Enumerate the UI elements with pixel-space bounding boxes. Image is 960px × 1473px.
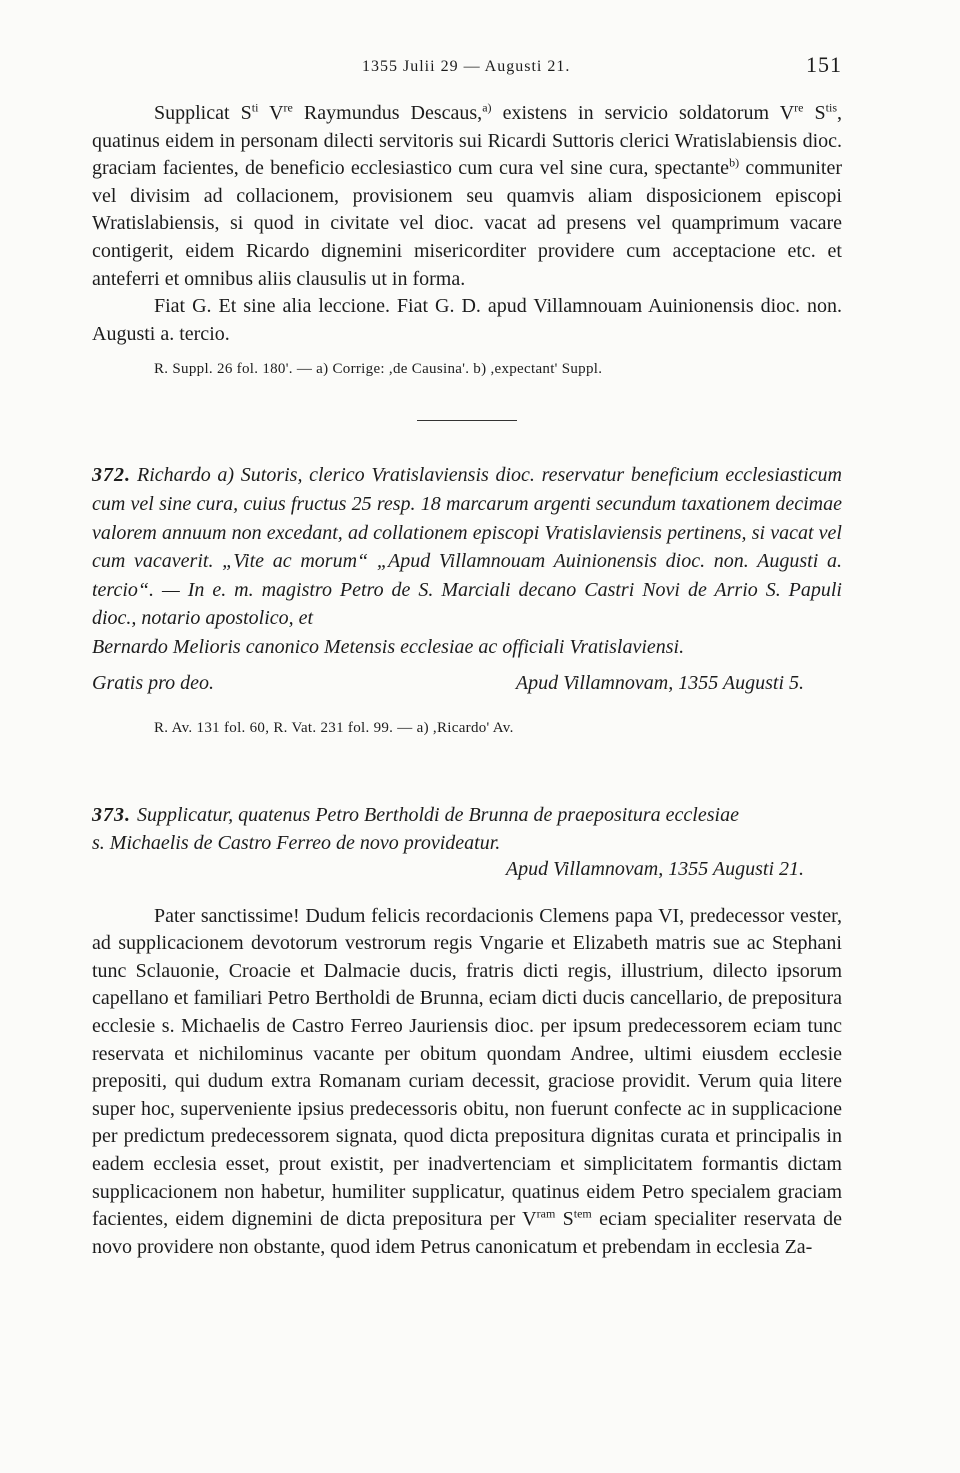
- entry-372-dateline-row: [92, 672, 842, 695]
- entry-373-dateline: Apud Villamnovam, 1355 Augusti 21.: [505, 857, 804, 880]
- entry-number: 372.: [92, 464, 131, 487]
- entry-373-regest: [92, 801, 842, 830]
- entry-373-regest-last: s. Michaelis de Castro Ferreo de novo provideatur.: [92, 832, 501, 855]
- entry-371-fiat: Fiat G. Et sine alia leccione. Fiat G. D. apud Villamnouam Auinionensis dioc. non. Augusti a. tercio.: [92, 295, 842, 345]
- page-number: 151: [806, 52, 842, 77]
- document-page: [92, 50, 842, 1261]
- entry-372-regest-text: Richardo a) Sutoris, clerico Vratislaviensis dioc. reservatur beneficium ecclesiasticum cum vel sine cura, cuius fructus 25 resp. 18 marcarum argenti secundum taxationem decimae valorem annuum non excedant, ad collationem episcopi Vratislaviensis pertinens, si vacat vel cum vacaverit. „Vite ac morum“ „Apud Villamnouam Auinionensis dioc. non. Augusti a. tercio“. — In e. m. magistro Petro de S. Marciali decano Castri Novi de Arrio S. Papuli dioc., notario apostolico, et: [92, 464, 842, 630]
- entry-371-supplication: Supplicat $S^{ti}$ Vre Raymundus Descaus,$^{a)}$ existens in servicio soldatorum Vre $S^{tis}$, quatinus eidem in personam dilecti servitoris sui Ricardi Suttoris clerici Wratislabiensis dioc. graciam facientes, de beneficio ecclesiastico cum cura vel sine cura, spectante$^{b)}$ communiter vel divisim ad collacionem, provisionem seu quamvis aliam disposicionem episcopi Wratislabiensis, si quod in civitate vel dioc. vacat ad presens vel quamprimum vacare contigerit, eidem Ricardo dignemini misericorditer providere cum acceptacione etc. et anteferri et omnibus aliis clausulis ut in forma.: [92, 100, 843, 290]
- running-title: 1355 Julii 29 — Augusti 21.: [362, 58, 571, 75]
- page-header: [92, 50, 842, 90]
- entry-372-source-note: R. Av. 131 fol. 60, R. Vat. 231 fol. 99. — a) ,Ricardo' Av.: [154, 719, 514, 736]
- entry-373-petition: Pater sanctissime! Dudum felicis recordacionis Clemens papa VI, predecessor vester, ad supplicacionem devotorum vestrorum regis Vngarie et Elizabeth matris sue ac Stephani tunc Sclauonie, Croacie et Dalmacie ducis, fratris dicti regis, illustrium, dilecto ipsorum capellano et familiari Petro Bertholdi de Brunna, eciam dicti ducis cancellario, de prepositura ecclesie s. Michaelis de Castro Ferreo Jauriensis dioc. per ipsum predecessorem eciam tunc reservata et nichilominus vacante per obitum quondam Andree, ultimi eiusdem ecclesie prepositi, qui dudum extra Romanam curiam decessit, graciose providit. Verum quia litere super hoc, superveniente ipsius predecessoris obitu, non fuerunt confecte ac in supplicacione per predictum predecessorem signata, quod dicta prepositura dignitas curata et principalis in eadem ecclesia esset, prout existit, per inadvertenciam et simplicitatem formantis dictam supplicacionem non habetur, humiliter supplicatur, quatinus eidem Petro specialem graciam facientes, eidem dignemini de dicta prepositura per $V^{ram}$ $S^{tem}$ eciam specialiter reservata de novo providere non obstante, quod idem Petrus canonicatum et prebendam in ecclesia Za-: [92, 904, 843, 1258]
- entry-372-regest: [92, 461, 842, 633]
- gratis-note: Gratis pro deo.: [92, 671, 215, 694]
- entry-number: 373.: [92, 803, 131, 826]
- entry-371-source-note: R. Suppl. 26 fol. 180'. — a) Corrige: ,de Causina'. b) ,expectant' Suppl.: [154, 361, 603, 378]
- entry-373-regest-text: Supplicatur, quatenus Petro Bertholdi de Brunna de praepositura ecclesiae: [137, 803, 739, 826]
- entry-372-dateline: Apud Villamnovam, 1355 Augusti 5.: [515, 671, 804, 694]
- entry-372-regest-last: Bernardo Melioris canonico Metensis ecclesiae ac officiali Vratislaviensi.: [92, 635, 685, 658]
